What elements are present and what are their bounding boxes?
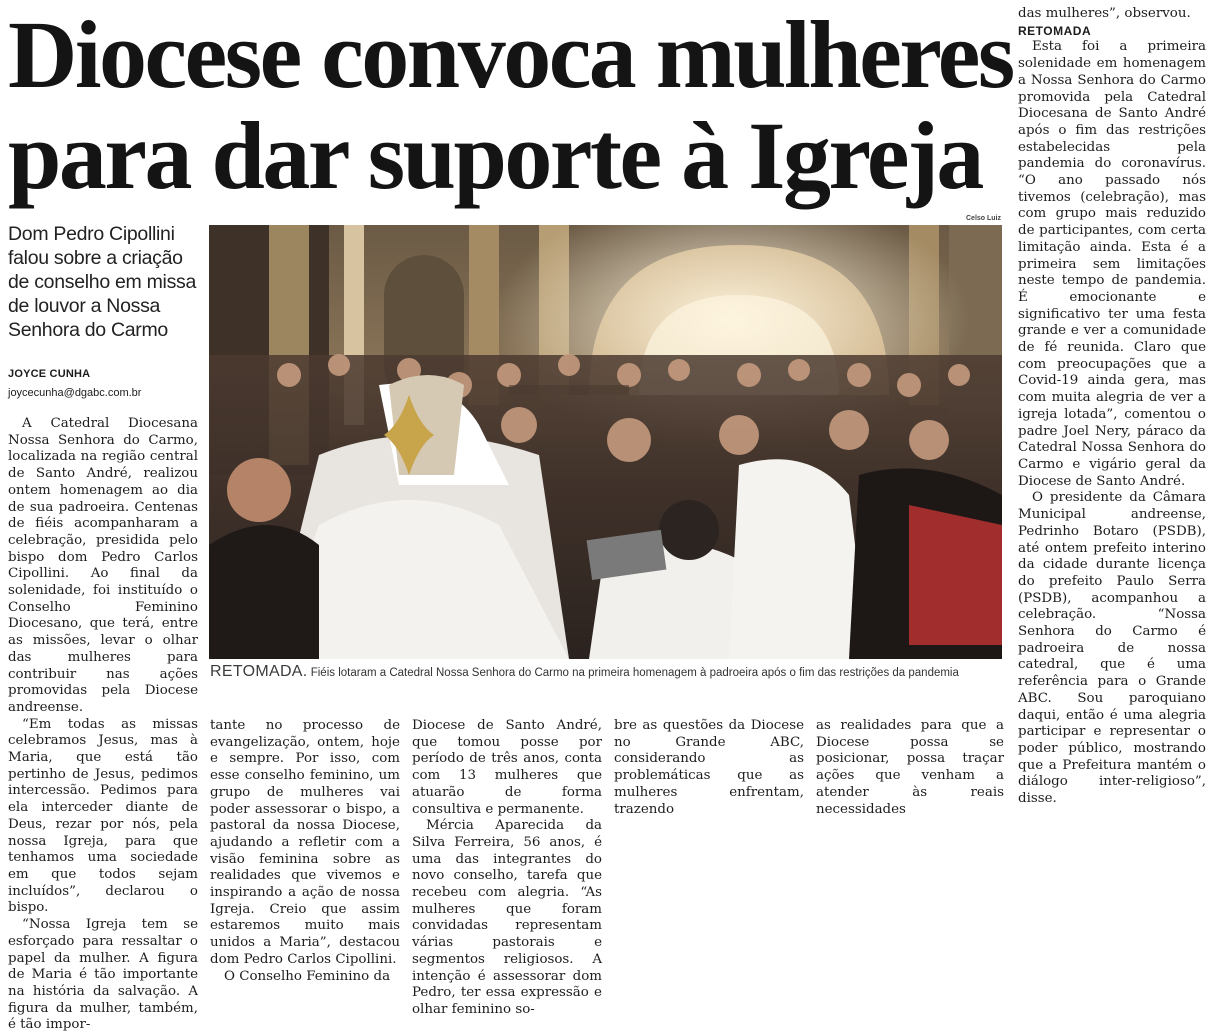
headline-line-1: Diocese convoca mulheres <box>8 1 1013 108</box>
photo-credit: Celso Luiz <box>966 215 1002 222</box>
paragraph: as realidades para que a Diocese possa se posicionar, possa traçar ações que venham a atender às reais necessidades <box>816 718 1004 817</box>
paragraph: “Em todas as missas celebramos Jesus, mas à Maria, que está tão pertinho de Jesus, pedimos intercessão. Pedimos para ela interceder diante de Deus, rezar por nós, pela nossa Igreja, para que tenhamos uma sociedade em que todos sejam incluídos”, declarou o bispo. <box>8 716 198 916</box>
paragraph: O presidente da Câmara Municipal andreense, Pedrinho Botaro (PSDB), até ontem prefeito interino da cidade durante licença do prefeito Paulo Serra (PSDB), acompanhou a celebração. “Nossa Senhora do Carmo é padroeira de nossa catedral, que é uma referência para o Grande ABC. Sou paroquiano daqui, então é uma alegria participar e representar o poder público, mostrando que a Prefeitura mantém o diálogo inter-religioso”, disse. <box>1018 490 1206 807</box>
headline-line-2: para dar suporte à Igreja <box>8 102 982 209</box>
church-photo <box>209 225 1002 659</box>
paragraph: A Catedral Diocesana Nossa Senhora do Carmo, localizada na região central de Santo André, realizou ontem homenagem ao dia de sua padroeira. Centenas de fiéis acompanharam a celebração, presidida pelo bispo dom Pedro Carlos Cipollini. Ao final da solenidade, foi instituído o Conselho Feminino Diocesano, que terá, entre as missões, levar o olhar das mulheres para contribuir nas ações promovidas pela Diocese andreense. <box>8 416 198 715</box>
caption-kicker: RETOMADA. <box>210 663 308 680</box>
article-column-5 <box>816 718 1004 817</box>
article-column-4 <box>614 718 804 817</box>
paragraph: das mulheres”, observou. <box>1018 6 1191 21</box>
article-column-3 <box>412 718 602 1017</box>
paragraph: O Conselho Feminino da <box>224 968 391 984</box>
article-column-2 <box>210 718 400 992</box>
paragraph: Diocese de Santo André, que tomou posse por período de três anos, conta com 13 mulheres que atuarão de forma consultiva e permanente. <box>412 718 602 817</box>
paragraph: “Nossa Igreja tem se esforçado para ressaltar o papel da mulher. A figura de Maria é tão importante na história da salvação. A figura da mulher, também, é tão impor- <box>8 917 198 1033</box>
paragraph: Mércia Aparecida da Silva Ferreira, 56 anos, é uma das integrantes do novo conselho, tarefa que recebeu com alegria. “As mulheres que foram convidadas representam várias pastorais e segmentos religiosos. A intenção é assessorar dom Pedro, ter essa expressão e olhar feminino so- <box>412 818 602 1017</box>
deck-subtitle: Dom Pedro Cipollini falou sobre a criação de conselho em missa de louvor a Nossa Senhora do Carmo <box>8 223 197 341</box>
article-column-1 <box>8 416 198 1033</box>
paragraph: tante no processo de evangelização, ontem, hoje e sempre. Por isso, com esse conselho feminino, um grupo de mulheres vai poder assessorar o bispo, a pastoral da nossa Diocese, ajudando a refletir com a visão feminina sobre as realidades que vivemos e inspirando a ação de nossa Igreja. Creio que assim estaremos muito mais unidos a Maria”, destacou dom Pedro Carlos Cipollini. <box>210 718 400 967</box>
author-email[interactable]: joycecunha@dgabc.com.br <box>8 387 142 399</box>
byline: JOYCE CUNHA <box>8 368 91 380</box>
headline <box>8 1 1013 209</box>
section-subhead: RETOMADA <box>1018 23 1092 38</box>
photo-caption <box>210 663 1010 681</box>
caption-text: Fiéis lotaram a Catedral Nossa Senhora do Carmo na primeira homenagem à padroeira após o fim das restrições da pandemia <box>307 667 959 679</box>
paragraph: bre as questões da Diocese no Grande ABC, considerando as problemáticas que as mulheres enfrentam, trazendo <box>614 718 804 817</box>
paragraph: Esta foi a primeira solenidade em homenagem a Nossa Senhora do Carmo promovida pela Catedral Diocesana de Santo André após o fim das restrições estabelecidas pela pandemia do coronavírus. “O ano passado nós tivemos (celebração), mas com grupo mais reduzido de participantes, com certa limitação ainda. Esta é a primeira sem limitações neste tempo de pandemia. É emocionante e significativo ter uma festa grande e ver a comunidade de fé reunida. Claro que com preocupações que a Covid-19 ainda gera, mas com muita alegria de ver a igreja lotada”, comentou o padre Joel Nery, páraco da Catedral Nossa Senhora do Carmo e vigário geral da Diocese de Santo André. <box>1018 39 1206 489</box>
article-column-6 <box>1018 6 1206 992</box>
